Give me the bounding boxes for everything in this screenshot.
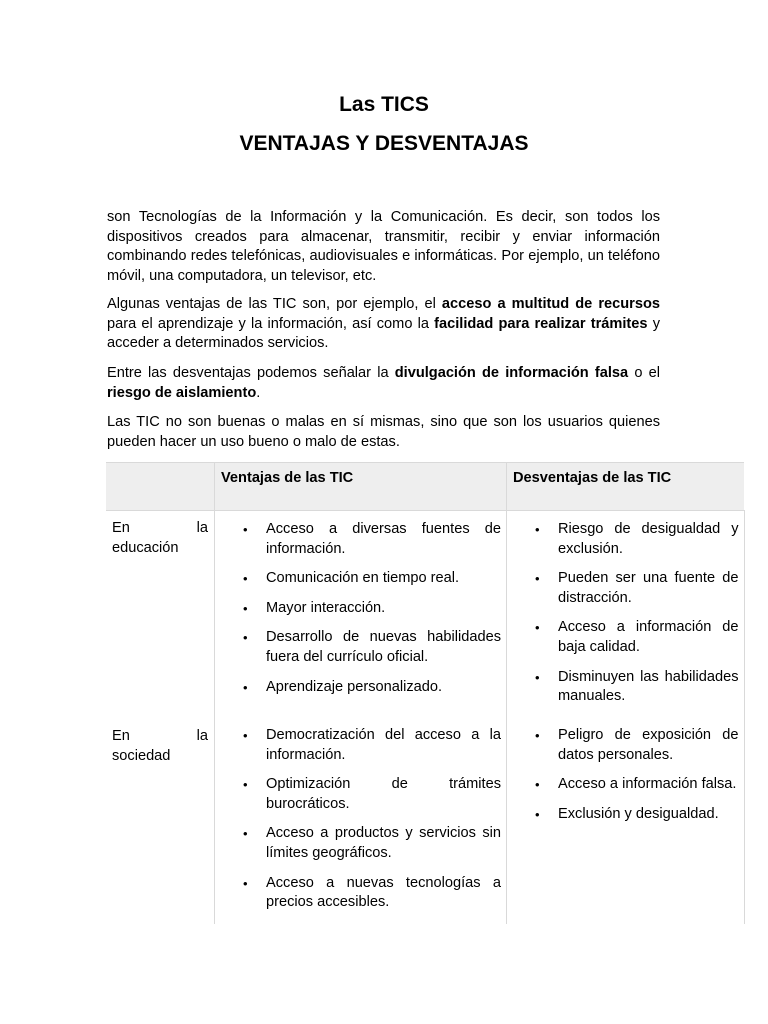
document-subtitle: VENTAJAS Y DESVENTAJAS — [239, 132, 529, 155]
row-category — [106, 719, 215, 924]
list-item: • Acceso a productos y servicios sin límites geográficos. — [216, 824, 505, 863]
category-line: En la — [112, 520, 208, 536]
list-item: • Mayor interacción. — [216, 599, 505, 619]
table-header-desventajas: Desventajas de las TIC — [507, 463, 745, 511]
table-header-row — [106, 463, 744, 511]
list-item: • Acceso a diversas fuentes de información. — [216, 520, 505, 559]
list-item: • Pueden ser una fuente de distracción. — [508, 569, 743, 608]
list-item: • Aprendizaje personalizado. — [216, 678, 505, 698]
desventajas-list — [508, 726, 743, 824]
text-span: Algunas ventajas de las TIC son, por ejemplo, el — [107, 296, 442, 312]
table-header-empty — [106, 463, 215, 511]
list-item: • Optimización de trámites burocráticos. — [216, 775, 505, 814]
ventajas-cell — [215, 511, 507, 720]
list-item: • Exclusión y desigualdad. — [508, 805, 743, 825]
category-line: sociedad — [112, 747, 171, 764]
text-span: o el — [628, 365, 660, 381]
bold-text: acceso a multitud de recursos — [441, 296, 660, 312]
category-line: educación — [112, 539, 179, 556]
ventajas-list — [216, 520, 505, 697]
text-span: y acceder a determinados servicios. — [107, 315, 660, 352]
category-line: En la — [112, 728, 208, 744]
text-span: para el aprendizaje y la información, así como la — [107, 315, 435, 332]
row-category — [106, 511, 215, 720]
desventajas-list — [508, 520, 743, 707]
table-row — [106, 511, 744, 720]
bold-text: divulgación de información falsa — [394, 365, 629, 381]
table-header-ventajas: Ventajas de las TIC — [215, 463, 507, 511]
table-row — [106, 719, 744, 924]
ventajas-list — [216, 726, 505, 913]
desventajas-paragraph — [107, 364, 660, 403]
intro-paragraph: son Tecnologías de la Información y la Comunicación. Es decir, son todos los dispositivos creados para almacenar, transmitir, recibir y enviar información combinando redes telefónicas, audiovisuales e informáticas. Por ejemplo, un teléfono móvil, una computadora, un televisor, etc. — [107, 209, 660, 284]
list-item: • Riesgo de desigualdad y exclusión. — [508, 520, 743, 559]
desventajas-cell — [507, 511, 745, 720]
list-item: • Acceso a información de baja calidad. — [508, 618, 743, 657]
list-item: • Acceso a nuevas tecnologías a precios accesibles. — [216, 874, 505, 913]
list-item: • Comunicación en tiempo real. — [216, 569, 505, 589]
list-item: • Acceso a información falsa. — [508, 775, 743, 795]
list-item: • Democratización del acceso a la información. — [216, 726, 505, 765]
text-span: . — [256, 384, 261, 401]
bold-text: riesgo de aislamiento — [107, 384, 257, 401]
conclusion-paragraph: Las TIC no son buenas o malas en sí mismas, sino que son los usuarios quienes pueden hacer un uso bueno o malo de estas. — [107, 414, 660, 450]
list-item: • Desarrollo de nuevas habilidades fuera del currículo oficial. — [216, 628, 505, 667]
desventajas-cell — [507, 719, 745, 924]
ventajas-cell — [215, 719, 507, 924]
comparison-table — [106, 462, 745, 924]
bold-text: facilidad para realizar trámites — [434, 315, 648, 332]
ventajas-paragraph — [107, 295, 660, 354]
list-item: • Peligro de exposición de datos personales. — [508, 726, 743, 765]
document-title: Las TICS — [339, 93, 429, 116]
list-item: • Disminuyen las habilidades manuales. — [508, 668, 743, 707]
text-span: Entre las desventajas podemos señalar la — [107, 365, 395, 381]
